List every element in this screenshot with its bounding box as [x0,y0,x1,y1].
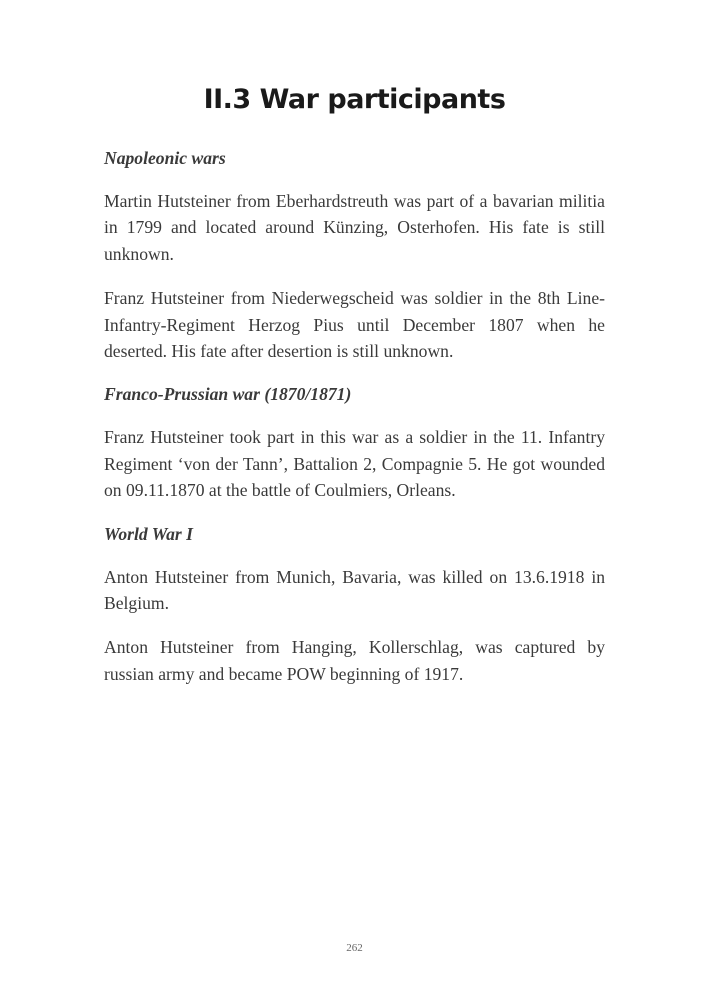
paragraph: Franz Hutsteiner took part in this war as a soldier in the 11. Infantry Regiment ‘von der Tann’, Battalion 2, Compagnie 5. He got wounded on 09.11.1870 at the battle of Coulmiers, Orleans. [104,427,605,501]
paragraph: Anton Hutsteiner from Hanging, Kollerschlag, was captured by russian army and became POW beginning of 1917. [104,637,605,684]
section-heading: World War I [104,523,193,544]
section-heading: Franco-Prussian war (1870/1871) [104,384,352,405]
section-napoleonic-wars [104,146,605,364]
page-number: 262 [346,942,363,954]
paragraph: Franz Hutsteiner from Niederwegscheid was soldier in the 8th Line-Infantry-Regiment Herzog Pius until December 1807 when he deserted. His fate after desertion is still unknown. [104,288,605,362]
paragraph: Martin Hutsteiner from Eberhardstreuth was part of a bavarian militia in 1799 and located around Künzing, Osterhofen. His fate is still unknown. [104,191,605,264]
paragraph: Anton Hutsteiner from Munich, Bavaria, was killed on 13.6.1918 in Belgium. [104,566,605,614]
page-body [104,146,605,705]
chapter-title: II.3 War participants [203,84,506,115]
section-heading: Napoleonic wars [104,148,226,168]
section-world-war-i [104,522,605,688]
section-franco-prussian-war [104,382,605,503]
